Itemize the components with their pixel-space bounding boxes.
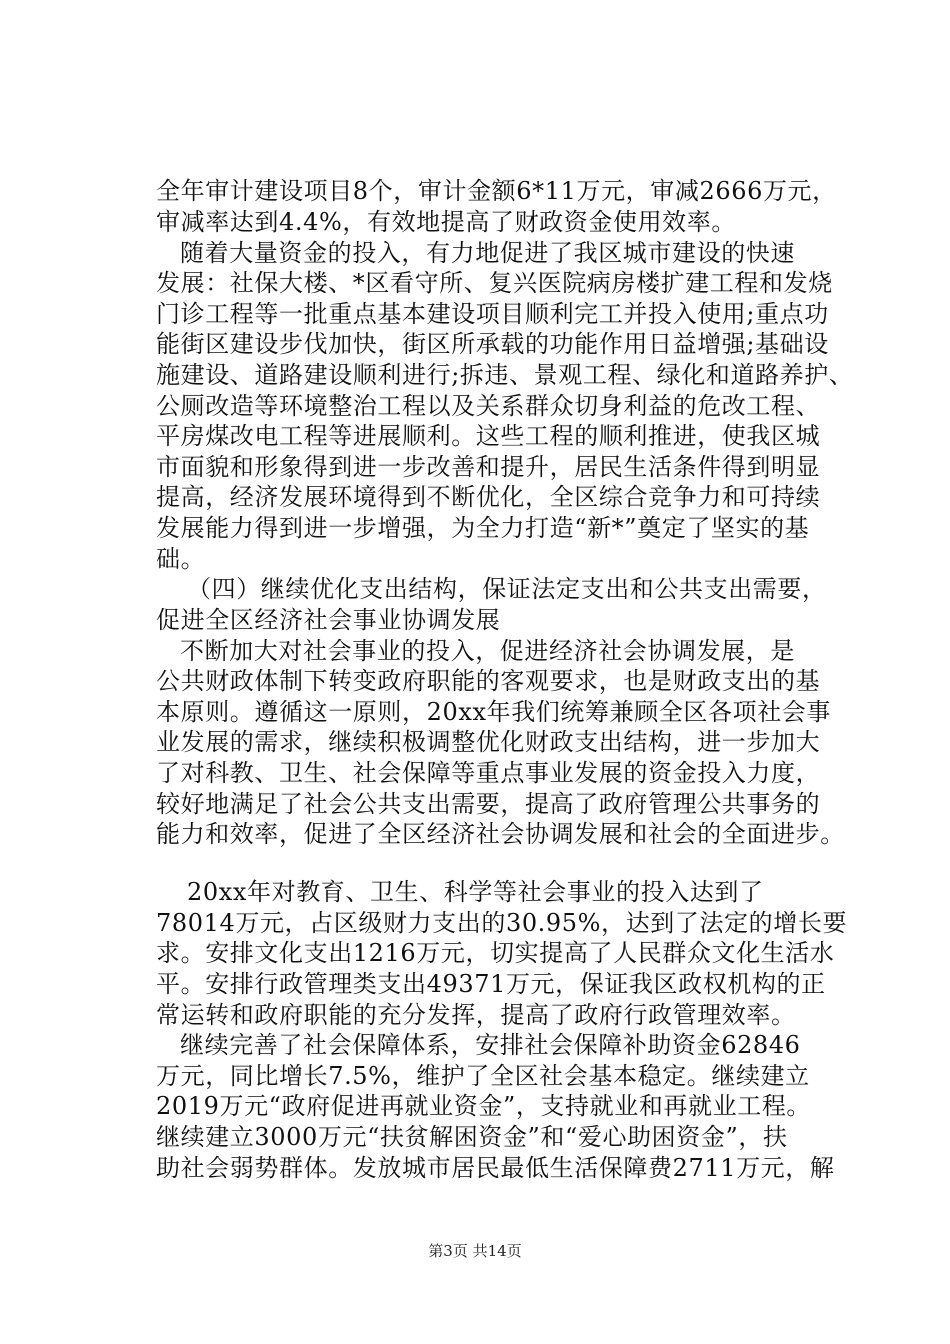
text-line: 施建设、道路建设顺利进行;拆违、景观工程、绿化和道路养护、 — [156, 361, 854, 389]
text-line: 全年审计建设项目8个，审计金额6*11万元，审减2666万元， — [156, 177, 837, 205]
text-line: 2019万元“政府促进再就业资金”，支持就业和再就业工程。 — [156, 1092, 812, 1120]
text-line: 业发展的需求，继续积极调整优化财政支出结构，进一步加大 — [156, 728, 821, 756]
text-line: 提高，经济发展环境得到不断优化，全区综合竞争力和可持续 — [156, 483, 821, 511]
text-line: 审减率达到4.4%，有效地提高了财政资金使用效率。 — [156, 208, 736, 236]
text-line: 万元，同比增长7.5%，维护了全区社会基本稳定。继续建立 — [156, 1062, 810, 1090]
paragraph-start-line: 20xx年对教育、卫生、科学等社会事业的投入达到了 — [187, 878, 764, 906]
text-line: 了对科教、卫生、社会保障等重点事业发展的资金投入力度， — [156, 759, 821, 787]
text-line: 78014万元，占区级财力支出的30.95%，达到了法定的增长要 — [156, 909, 848, 937]
text-line: 础。 — [156, 545, 206, 573]
text-line: 助社会弱势群体。发放城市居民最低生活保障费2711万元，解 — [156, 1154, 835, 1182]
text-line: 公厕改造等环境整治工程以及关系群众切身利益的危改工程、 — [156, 392, 821, 420]
text-line: 常运转和政府职能的充分发挥，提高了政府行政管理效率。 — [156, 1001, 796, 1029]
page-number-footer: 第3页 共14页 — [428, 1242, 522, 1260]
text-line: 门诊工程等一批重点基本建设项目顺利完工并投入使用;重点功 — [156, 300, 829, 328]
section-heading-line: 促进全区经济社会事业协调发展 — [156, 606, 501, 634]
paragraph-start-line: 不断加大对社会事业的投入，促进经济社会协调发展，是 — [180, 637, 795, 665]
text-line: 继续建立3000万元“扶贫解困资金”和“爱心助困资金”，扶 — [156, 1123, 788, 1151]
section-heading-line: （四）继续优化支出结构，保证法定支出和公共支出需要， — [187, 575, 827, 603]
text-line: 本原则。遵循这一原则，20xx年我们统筹兼顾全区各项社会事 — [156, 698, 832, 726]
text-line: 求。安排文化支出1216万元，切实提高了人民群众文化生活水 — [156, 939, 835, 967]
paragraph-start-line: 随着大量资金的投入，有力地促进了我区城市建设的快速 — [180, 239, 795, 267]
text-line: 能力和效率，促进了全区经济社会协调发展和社会的全面进步。 — [156, 820, 845, 848]
text-line: 较好地满足了社会公共支出需要，提高了政府管理公共事务的 — [156, 790, 821, 818]
text-line: 市面貌和形象得到进一步改善和提升，居民生活条件得到明显 — [156, 453, 821, 481]
text-line: 平。安排行政管理类支出49371万元，保证我区政权机构的正 — [156, 970, 826, 998]
text-line: 平房煤改电工程等进展顺利。这些工程的顺利推进，使我区城 — [156, 422, 821, 450]
text-line: 公共财政体制下转变政府职能的客观要求，也是财政支出的基 — [156, 667, 821, 695]
text-line: 发展能力得到进一步增强，为全力打造“新*”奠定了坚实的基 — [156, 514, 810, 542]
text-line: 能街区建设步伐加快，街区所承载的功能作用日益增强;基础设 — [156, 330, 829, 358]
paragraph-start-line: 继续完善了社会保障体系，安排社会保障补助资金62846 — [180, 1031, 801, 1059]
text-line: 发展：社保大楼、*区看守所、复兴医院病房楼扩建工程和发烧 — [156, 269, 833, 297]
